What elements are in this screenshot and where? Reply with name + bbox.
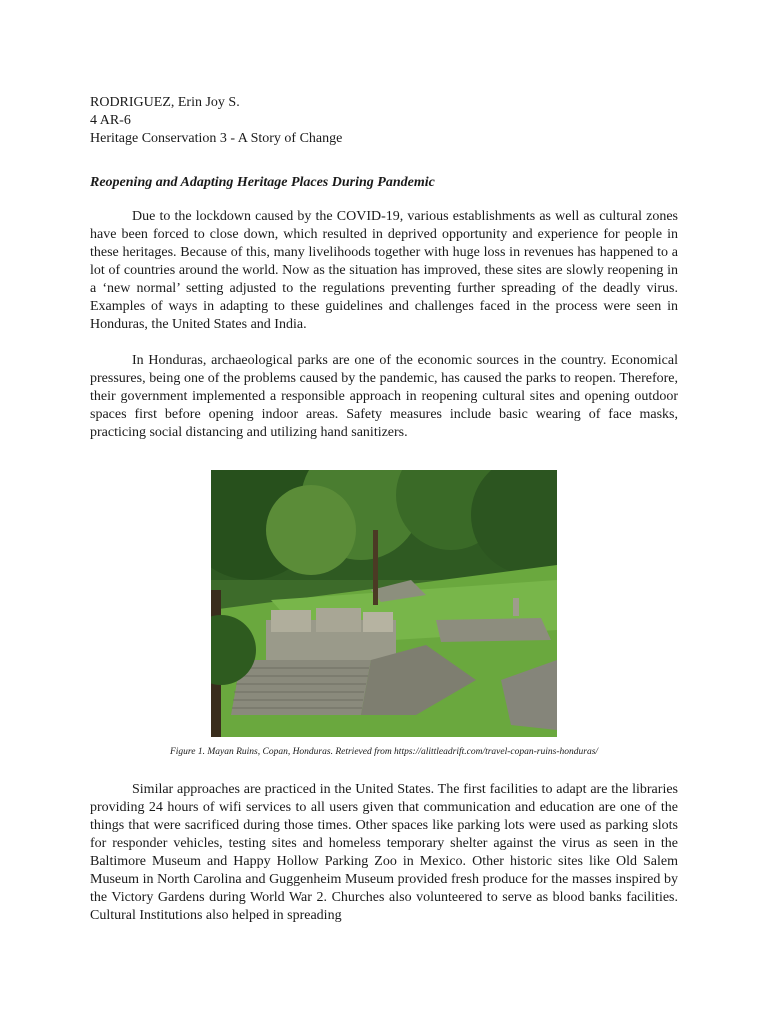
paragraph-united-states: Similar approaches are practiced in the United States. The first facilities to adapt are the libraries providing 24 hours of wifi services to all users given that communication and education are one of the things that were sacrificed during those times. Other spaces like parking lots were used as parking slots for responder vehicles, testing sites and homeless temporary shelter against the virus as seen in the Baltimore Museum and Happy Hollow Parking Zoo in Mexico. Other historic sites like Old Salem Museum in North Carolina and Guggenheim Museum provided fresh produce for the masses inspired by the Victory Gardens during World War 2. Churches also volunteered to serve as blood banks facilities. Cultural Institutions also helped in spreading bbox=[90, 782, 678, 923]
section-label: 4 AR-6 bbox=[90, 113, 131, 128]
paragraph-honduras: In Honduras, archaeological parks are one of the economic sources in the country. Economical pressures, being one of the problems caused by the pandemic, has caused the parks to reopen. Therefore, their government implemented a responsible approach in reopening cultural sites and opening outdoor spaces first before opening indoor areas. Safety measures include basic wearing of face masks, practicing social distancing and utilizing hand sanitizers. bbox=[90, 353, 678, 440]
author-name: RODRIGUEZ, Erin Joy S. bbox=[90, 95, 240, 110]
document-body-continued bbox=[90, 781, 678, 925]
mayan-ruins-photo bbox=[211, 470, 557, 737]
document-title: Reopening and Adapting Heritage Places During Pandemic bbox=[90, 175, 435, 190]
figure-caption: Figure 1. Mayan Ruins, Copan, Honduras. Retrieved from https://alittleadrift.com/travel-copan-ruins-honduras/ bbox=[169, 747, 599, 757]
course-title: Heritage Conservation 3 - A Story of Change bbox=[90, 131, 343, 146]
paragraph-intro: Due to the lockdown caused by the COVID-19, various establishments as well as cultural zones have been forced to close down, which resulted in deprived opportunity and experience for people in these heritages. Because of this, many livelihoods together with huge loss in revenues has happened to a lot of countries around the world. Now as the situation has improved, these sites are slowly reopening in a ‘new normal’ setting adjusted to the regulations preventing further spreading of the deadly virus. Examples of ways in adapting to these guidelines and challenges faced in the process were seen in Honduras, the United States and India. bbox=[90, 209, 678, 332]
document-body bbox=[90, 94, 678, 442]
